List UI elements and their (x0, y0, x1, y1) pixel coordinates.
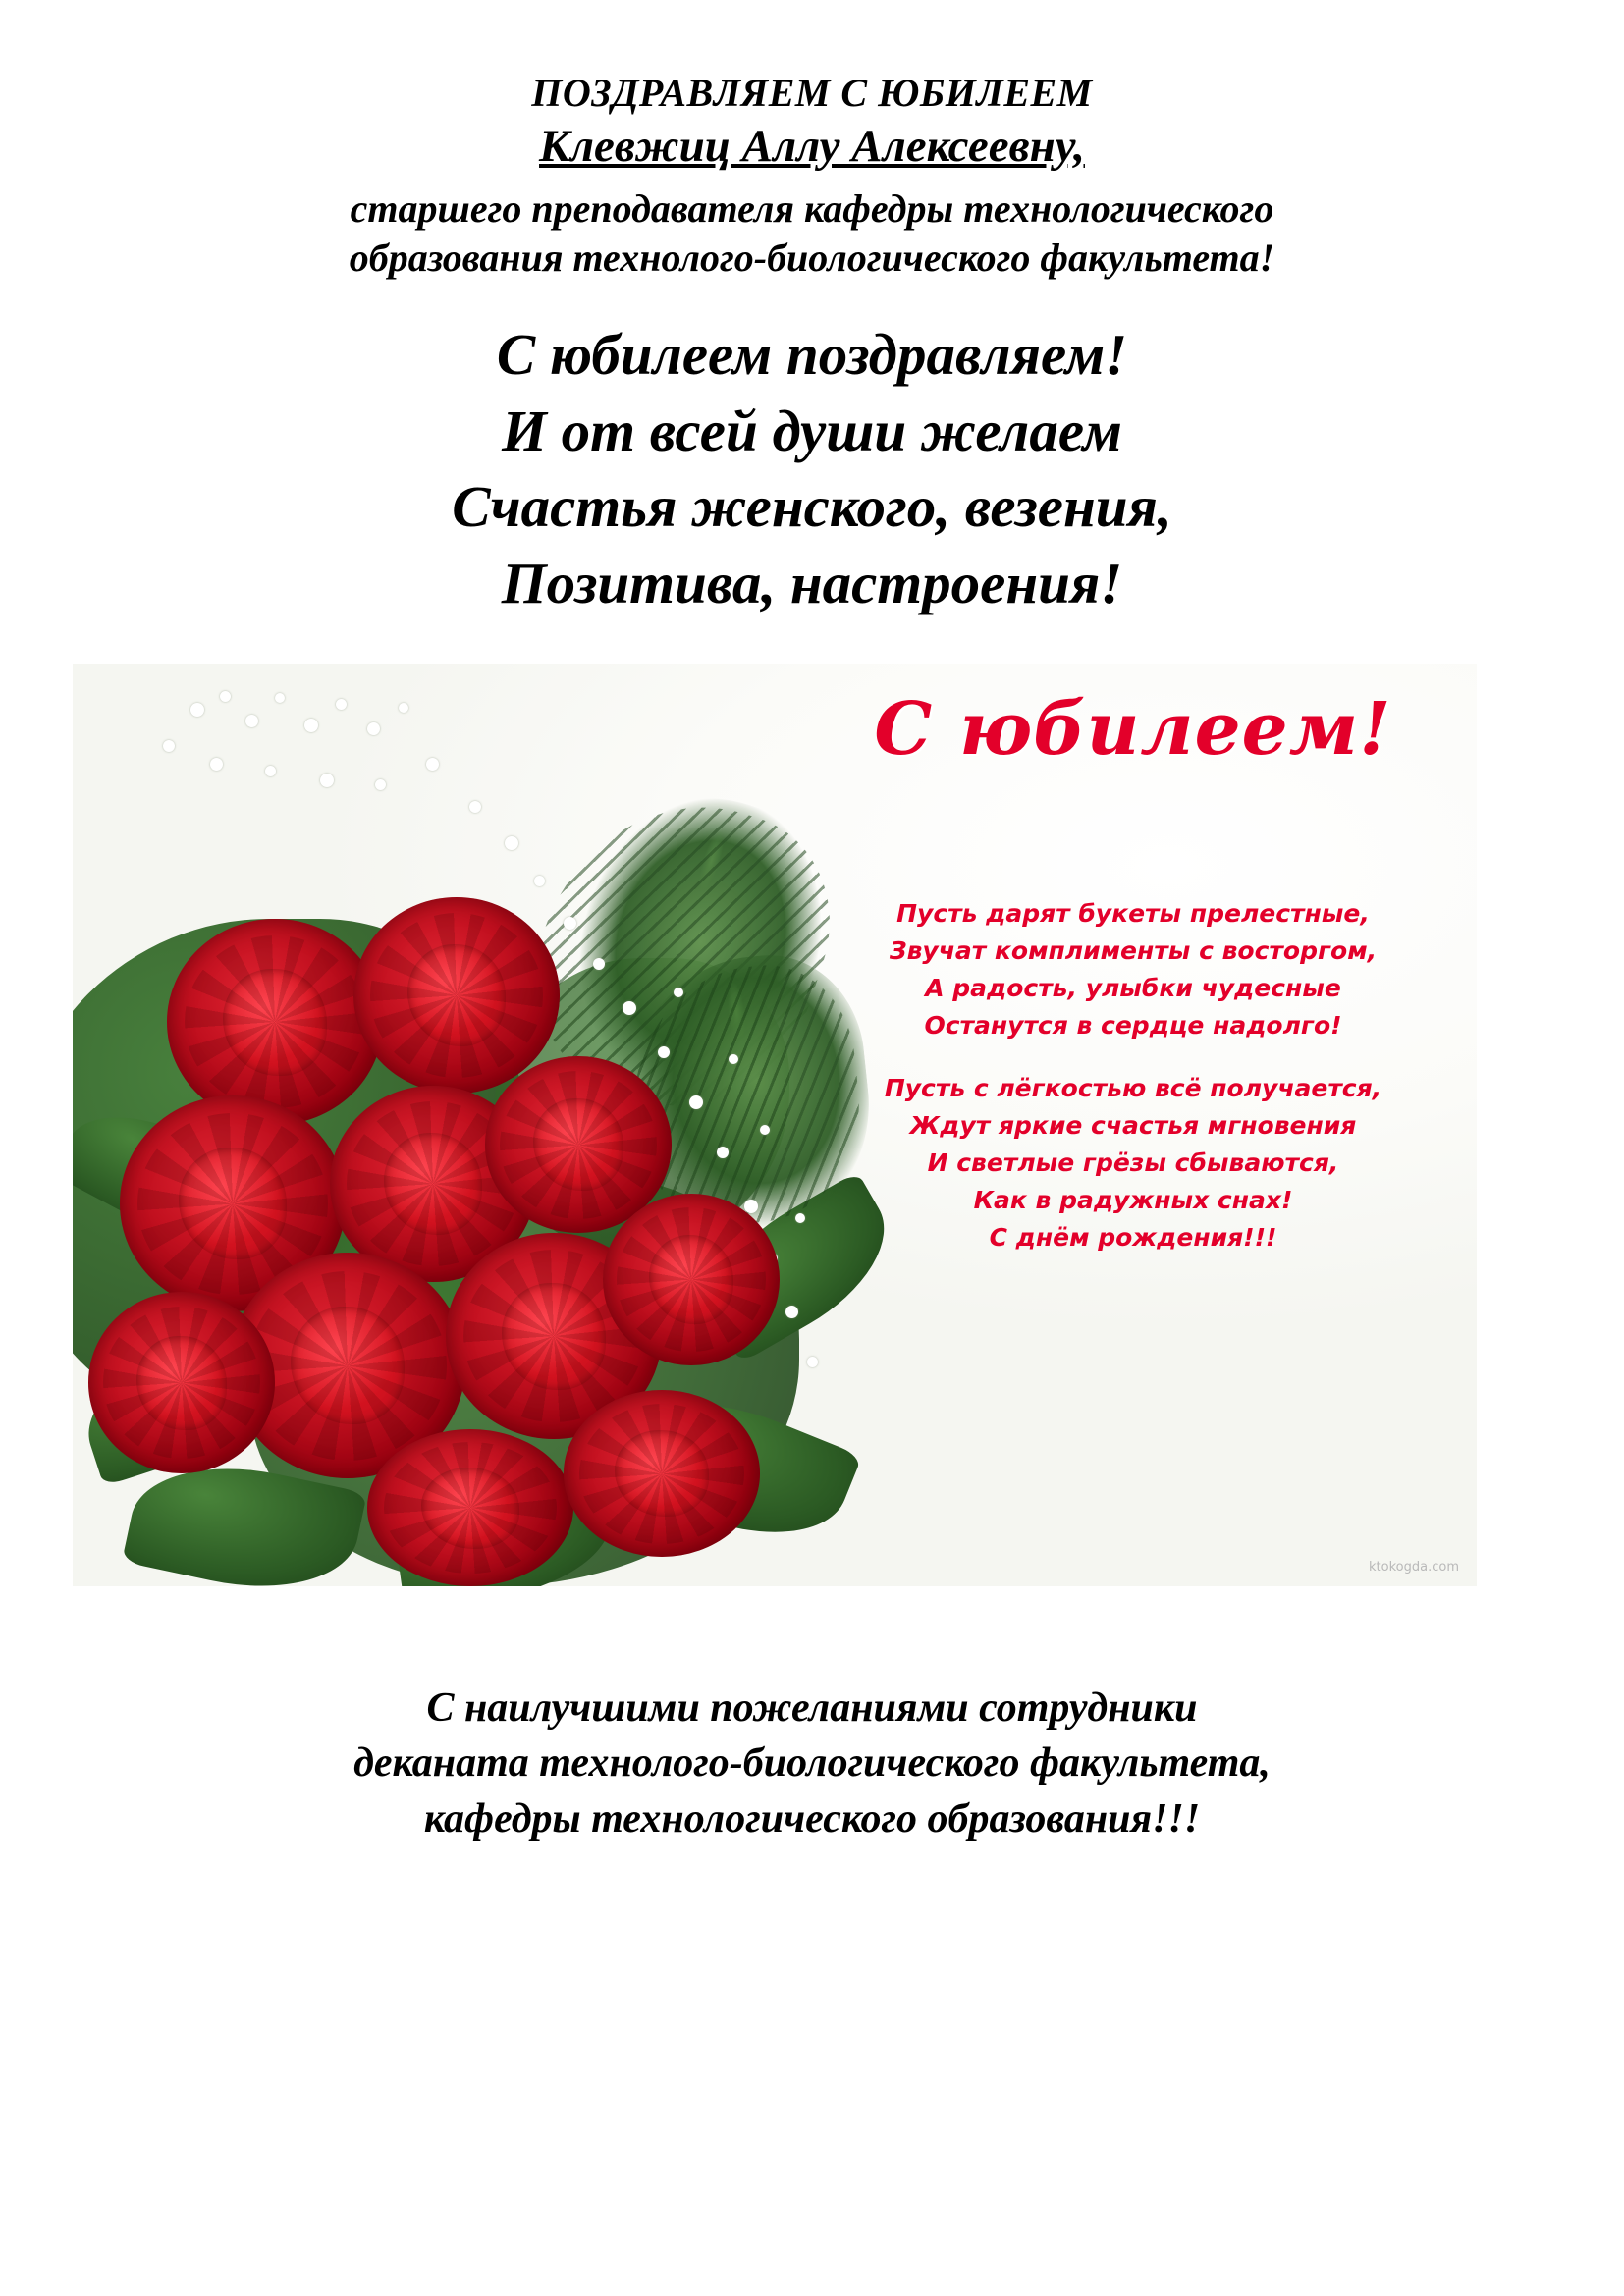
poem-line-4: Позитива, настроения! (501, 551, 1123, 616)
card-verse-stanza-1 (799, 895, 1467, 1044)
card-verse-line-4: Останутся в сердце надолго! (924, 1011, 1342, 1041)
honoree-name-text: Клевжиц Аллу Алексеевну, (539, 121, 1085, 173)
card-verse-line-5: Пусть с лёгкостью всё получается, (884, 1074, 1382, 1103)
honoree-role-line-1: старшего преподавателя кафедры технологического (350, 186, 1274, 231)
poem-line-2: И от всей души желаем (502, 398, 1122, 463)
footer-line-1: С наилучшими пожеланиями сотрудники (426, 1685, 1198, 1732)
poem-line-1: С юбилеем поздравляем! (496, 321, 1128, 387)
header-block (77, 0, 1547, 284)
card-credit-watermark: ktokogda.com (1369, 1560, 1459, 1575)
footer-line-2: деканата технолого-биологического факультета, (353, 1740, 1271, 1787)
card-verse-line-9: С днём рождения!!! (989, 1223, 1277, 1253)
card-verse-line-3: А радость, улыбки чудесные (925, 974, 1341, 1003)
honoree-name (77, 120, 1547, 174)
honoree-role-line-2: образования технолого-биологического факультета! (349, 236, 1275, 281)
card-verse-line-7: И светлые грёзы сбываются, (927, 1148, 1339, 1178)
poem-line-3: Счастья женского, везения, (452, 474, 1172, 540)
card-verse-line-1: Пусть дарят букеты прелестные, (896, 899, 1370, 929)
poem-block (77, 317, 1547, 623)
card-verse-line-2: Звучат комплименты с восторгом, (889, 936, 1378, 966)
card-greeting-text: С юбилеем! (874, 687, 1392, 773)
greeting-card-image-wrap (77, 664, 1547, 1586)
card-verse-line-6: Ждут яркие счастья мгновения (909, 1111, 1357, 1141)
card-verse (799, 895, 1467, 1256)
greeting-card-image (73, 664, 1477, 1586)
footer-line-3: кафедры технологического образования!!! (423, 1795, 1201, 1842)
card-verse-stanza-2 (799, 1070, 1467, 1256)
page-title: ПОЗДРАВЛЯЕМ С ЮБИЛЕЕМ (531, 71, 1093, 115)
card-verse-line-8: Как в радужных снах! (973, 1186, 1293, 1215)
footer-block (77, 1681, 1547, 1846)
